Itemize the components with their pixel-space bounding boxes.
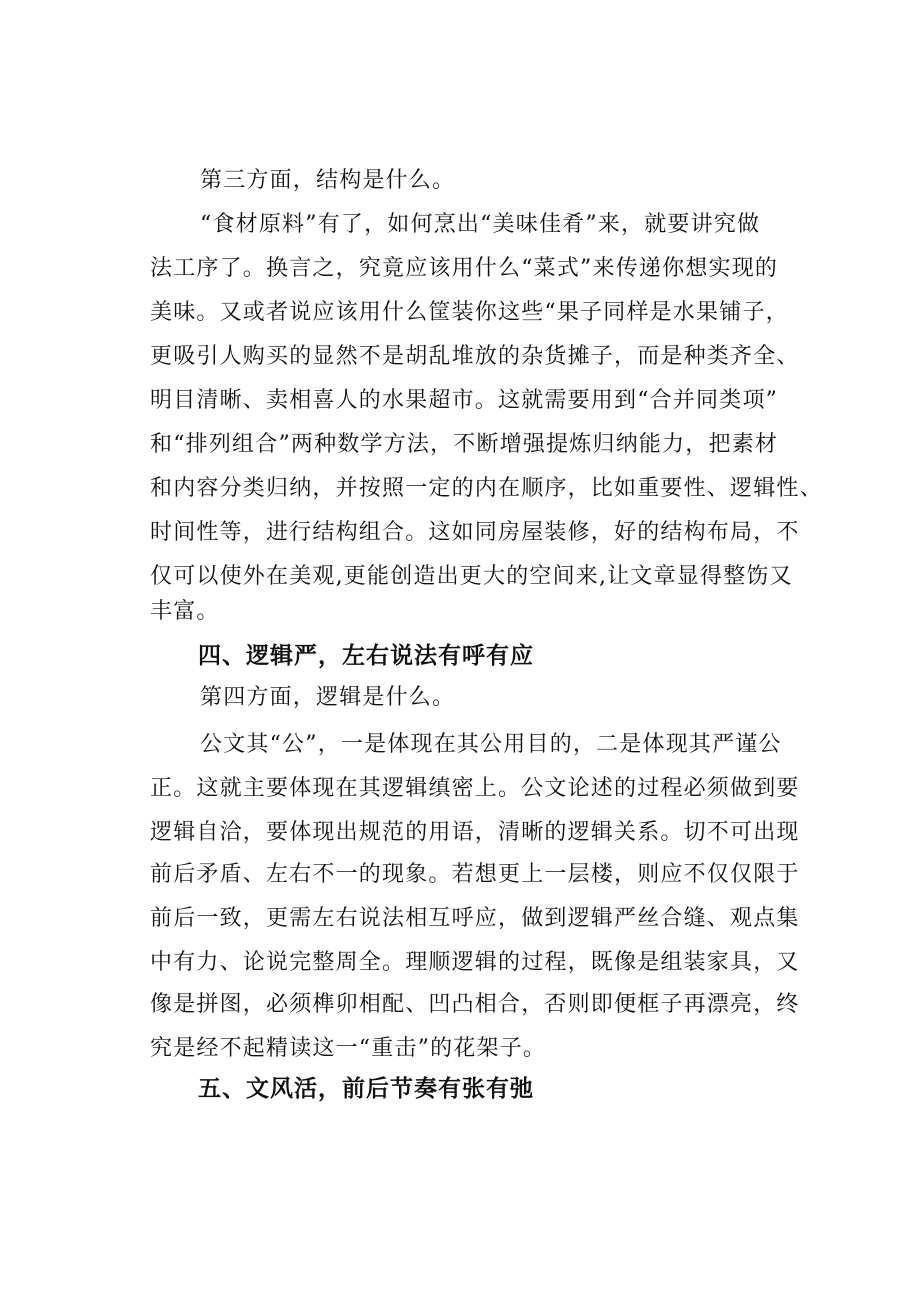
paragraph-line: 和“排列组合”两种数学方法，不断增强提炼归纳能力，把素材: [150, 432, 779, 457]
section4-intro: 第四方面，逻辑是什么。: [200, 685, 456, 710]
paragraph-line: 究是经不起精读这一“重击”的花架子。: [150, 1036, 547, 1061]
paragraph-line: “食材原料”有了，如何烹出“美味佳肴”来，就要讲究做: [200, 212, 761, 237]
section5-heading: 五、文风活，前后节奏有张有弛: [198, 1076, 534, 1102]
paragraph-line: 中有力、论说完整周全。理顺逻辑的过程，既像是组装家具，又: [150, 950, 800, 975]
paragraph-line: 和内容分类归纳，并按照一定的内在顺序，比如重要性、逻辑性、: [150, 476, 823, 501]
paragraph-line: 像是拼图，必须榫卯相配、凹凸相合，否则即便框子再漂亮，终: [150, 992, 800, 1017]
paragraph-line: 美味。又或者说应该用什么筐装你这些“果子同样是水果铺子，: [150, 300, 789, 325]
paragraph-line: 丰富。: [150, 599, 220, 624]
paragraph-line: 更吸引人购买的显然不是胡乱堆放的杂货摊子，而是种类齐全、: [150, 344, 800, 369]
paragraph-line: 正。这就主要体现在其逻辑缜密上。公文论述的过程必须做到要: [150, 776, 800, 801]
paragraph-line: 明目清晰、卖相喜人的水果超市。这就需要用到“合并同类项”: [150, 388, 779, 413]
section3-intro: 第三方面，结构是什么。: [200, 168, 456, 193]
paragraph-line: 仅可以使外在美观,更能创造出更大的空间来,让文章显得整饬又: [150, 564, 793, 589]
paragraph-line: 前后一致，更需左右说法相互呼应，做到逻辑严丝合缝、观点集: [150, 906, 800, 931]
paragraph-line: 前后矛盾、左右不一的现象。若想更上一层楼，则应不仅仅限于: [150, 862, 800, 887]
paragraph-line: 时间性等，进行结构组合。这如同房屋装修，好的结构布局，不: [150, 520, 800, 545]
paragraph-line: 法工序了。换言之，究竟应该用什么“菜式”来传递你想实现的: [150, 256, 779, 281]
paragraph-line: 公文其“公”，一是体现在其公用目的，二是体现其严谨公: [200, 732, 782, 757]
section4-heading: 四、逻辑严，左右说法有呼有应: [198, 643, 534, 669]
paragraph-line: 逻辑自洽，要体现出规范的用语，清晰的逻辑关系。切不可出现: [150, 820, 800, 845]
